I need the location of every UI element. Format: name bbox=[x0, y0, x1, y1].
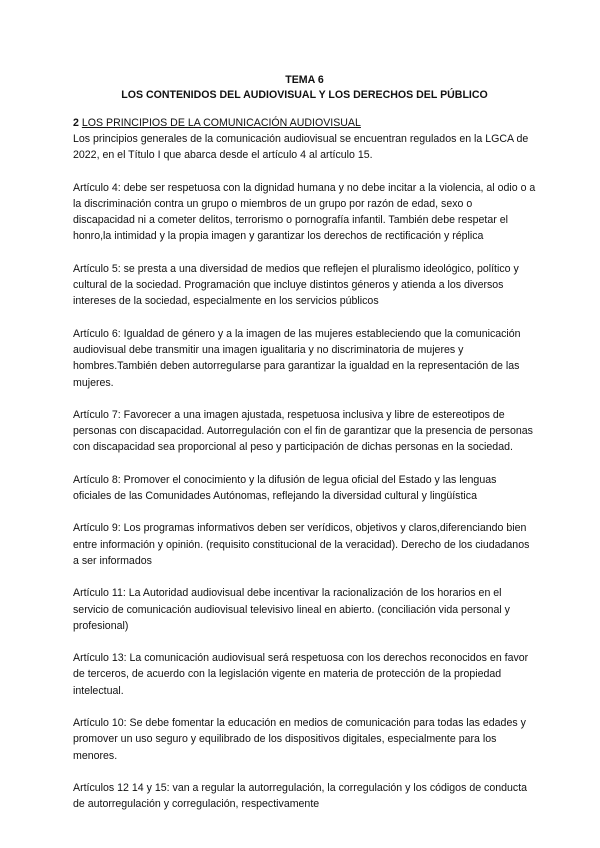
article-13-paragraph: Artículo 13: La comunicación audiovisual será respetuosa con los derechos reconocidos en favor de terceros, de acuerdo con la legislación vigente en materia de protección de la propiedad intelectual. bbox=[73, 652, 529, 697]
document-title bbox=[73, 73, 536, 103]
article-5-paragraph: Artículo 5: se presta a una diversidad de medios que reflejen el pluralismo ideológico, político y cultural de la sociedad. Programación que incluye distintos géneros y atienda a los diversos intereses de la sociedad, especialmente en los servicios públicos bbox=[73, 262, 519, 308]
article-6-paragraph: Artículo 6: Igualdad de género y a la imagen de las mujeres estableciendo que la comunicación audiovisual debe transmitir una imagen igualitaria y no discriminatoria de mujeres y hombres.También deben autorregularse para garantizar la igualdad en la representación de las mujeres. bbox=[73, 327, 521, 389]
topic-title: LOS CONTENIDOS DEL AUDIOVISUAL Y LOS DERECHOS DEL PÚBLICO bbox=[121, 89, 488, 101]
article-4-paragraph: Artículo 4: debe ser respetuosa con la dignidad humana y no debe incitar a la violencia, al odio o a la discriminación contra un grupo o miembros de un grupo por razón de edad, sexo o discapacidad ni a cometer delitos, terrorismo o pornografía infantil. También debe respetar el honro,la intimidad y la propia imagen y garantizar los derechos de rectificación y réplica bbox=[73, 181, 536, 243]
article-10-paragraph: Artículo 10: Se debe fomentar la educación en medios de comunicación para todas las edades y promover un uso seguro y equilibrado de los dispositivos digitales, especialmente para los menores. bbox=[73, 717, 526, 762]
article-8-paragraph: Artículo 8: Promover el conocimiento y la difusión de legua oficial del Estado y las lenguas oficiales de las Comunidades Autónomas, reflejando la diversidad cultural y lingüística bbox=[73, 473, 497, 503]
section-label: LOS PRINCIPIOS DE LA COMUNICACIÓN AUDIOVISUAL bbox=[81, 117, 361, 129]
section-heading bbox=[73, 116, 536, 131]
intro-paragraph: Los principios generales de la comunicación audiovisual se encuentran regulados en la LGCA de 2022, en el Título I que abarca desde el artículo 4 al artículo 15. bbox=[73, 133, 529, 162]
topic-number: TEMA 6 bbox=[285, 74, 324, 86]
articles-12-14-15-paragraph: Artículos 12 14 y 15: van a regular la autorregulación, la corregulación y los códigos de conducta de autorregulación y corregulación, respectivamente bbox=[73, 781, 528, 811]
article-11-paragraph: Artículo 11: La Autoridad audiovisual debe incentivar la racionalización de los horarios en el servicio de comunicación audiovisual televisivo lineal en abierto. (conciliación vida personal y profesional) bbox=[73, 587, 510, 632]
article-7-paragraph: Artículo 7: Favorecer a una imagen ajustada, respetuosa inclusiva y libre de estereotipos de personas con discapacidad. Autorregulación con el fin de garantizar que la presencia de personas con discapacidad sea proporcional al peso y participación de dichas personas en la sociedad. bbox=[73, 408, 533, 454]
article-9-paragraph: Artículo 9: Los programas informativos deben ser verídicos, objetivos y claros,diferenciando bien entre información y opinión. (requisito constitucional de la veracidad). Derecho de los ciudadanos a ser informados bbox=[73, 522, 530, 567]
section-number: 2 bbox=[73, 117, 79, 129]
